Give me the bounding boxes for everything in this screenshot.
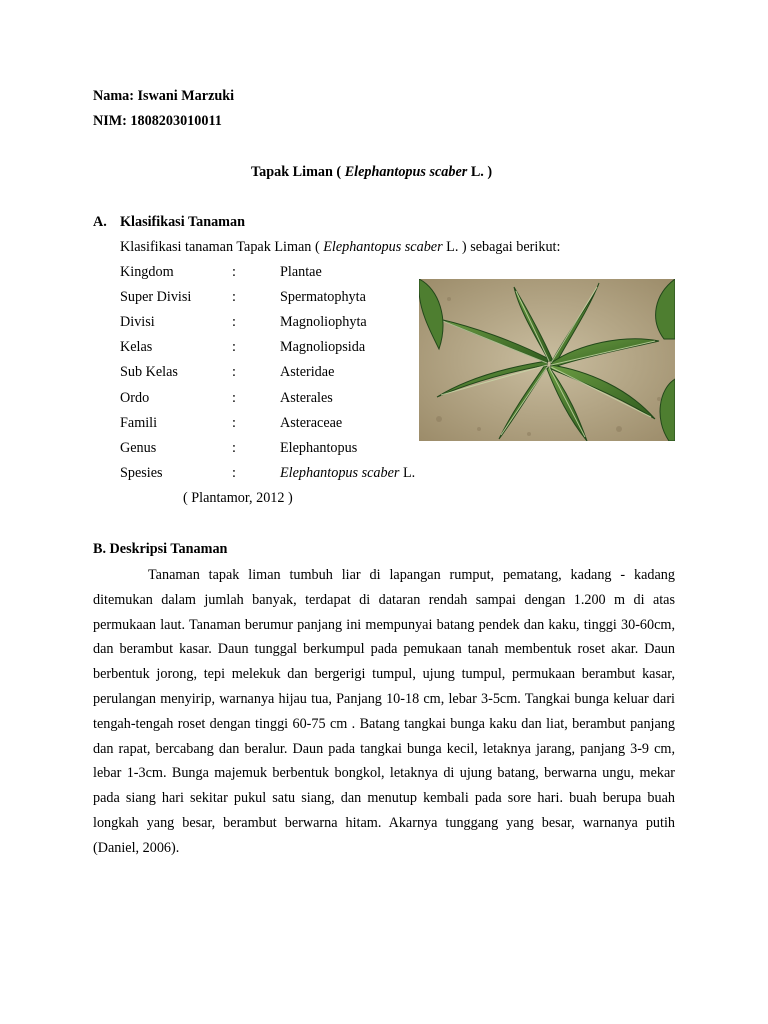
classification-value — [280, 465, 415, 482]
intro-suffix: L. ) sebagai berikut: — [446, 239, 561, 255]
classification-value: Elephantopus — [280, 439, 358, 456]
classification-key: Genus — [120, 439, 157, 456]
classification-value: Asteraceae — [280, 414, 343, 431]
title-latin-name: Elephantopus scaber — [344, 164, 468, 180]
classification-colon: : — [232, 264, 236, 280]
section-a-letter: A. — [93, 214, 107, 230]
classification-colon: : — [232, 439, 236, 456]
elephantopus-plant-image — [419, 279, 675, 441]
classification-key: Ordo — [120, 389, 150, 406]
intro-prefix: Klasifikasi tanaman Tapak Liman ( — [120, 239, 320, 255]
intro-latin-name: Elephantopus scaber — [323, 239, 443, 255]
title-prefix: Tapak Liman ( — [251, 164, 342, 180]
student-name: Nama: Iswani Marzuki — [93, 88, 235, 104]
classification-key: Kelas — [120, 339, 153, 356]
classification-citation: ( Plantamor, 2012 ) — [183, 490, 293, 506]
classification-value: Asteridae — [280, 364, 335, 381]
classification-value: Spermatophyta — [280, 289, 366, 306]
plant-photo — [419, 279, 675, 441]
classification-value: Plantae — [280, 264, 322, 280]
student-nim: NIM: 1808203010011 — [93, 113, 222, 129]
classification-colon: : — [232, 289, 236, 306]
classification-colon: : — [232, 414, 236, 431]
classification-colon: : — [232, 314, 236, 331]
classification-key: Famili — [120, 414, 158, 431]
section-b-heading: B. Deskripsi Tanaman — [93, 541, 228, 557]
classification-value: Magnoliopsida — [280, 339, 366, 356]
classification-value: Asterales — [280, 389, 333, 406]
classification-colon: : — [232, 389, 236, 406]
classification-intro — [120, 239, 560, 256]
document-title — [251, 164, 492, 181]
classification-colon: : — [232, 465, 236, 481]
classification-key: Spesies — [120, 465, 163, 481]
classification-value: Magnoliophyta — [280, 314, 367, 331]
classification-colon: : — [232, 339, 236, 356]
classification-key: Divisi — [120, 314, 155, 331]
description-paragraph: Tanaman tapak liman tumbuh liar di lapangan rumput, pematang, kadang - kadang ditemukan dalam jumlah banyak, terdapat di dataran rendah sampai dengan 1.200 m di atas permukaan laut. Tanaman berumur panjang ini mempunyai batang pendek dan kaku, tinggi 30-60cm, dan berambut kasar. Daun tunggal berkumpul pada pemukaan tanah membentuk roset akar. Daun berbentuk jorong, tepi melekuk dan bergerigi tumpul, ujung tumpul, permukaan berambut kasar, perulangan menyirip, warnanya hijau tua, Panjang 10-18 cm, lebar 3-5cm. Tangkai bunga keluar dari tengah-tengah roset dengan tinggi 60-75 cm . Batang tangkai bunga kaku dan liat, berambut panjang dan rapat, bercabang dan beralur. Daun pada tangkai bunga kecil, letaknya jarang, panjang 3-9 cm, lebar 1-3cm. Bunga majemuk berbentuk bongkol, letaknya di ujung batang, berwarna ungu, mekar pada siang hari sekitar pukul satu siang, dan menutup kembali pada sore hari. buah berupa buah longkah yang besar, berambut berwarna hitam. Akarnya tunggang yang besar, warnanya putih (Daniel, 2006). — [93, 567, 675, 856]
classification-colon: : — [232, 364, 236, 381]
section-a-title: Klasifikasi Tanaman — [120, 214, 245, 230]
description-body — [93, 563, 675, 861]
classification-key: Kingdom — [120, 264, 174, 280]
section-a-heading — [93, 214, 245, 231]
classification-key: Sub Kelas — [120, 364, 178, 381]
species-latin-name: Elephantopus scaber — [280, 465, 400, 481]
classification-key: Super Divisi — [120, 289, 192, 306]
title-suffix: L. ) — [470, 164, 493, 180]
species-author: L. — [402, 465, 416, 481]
